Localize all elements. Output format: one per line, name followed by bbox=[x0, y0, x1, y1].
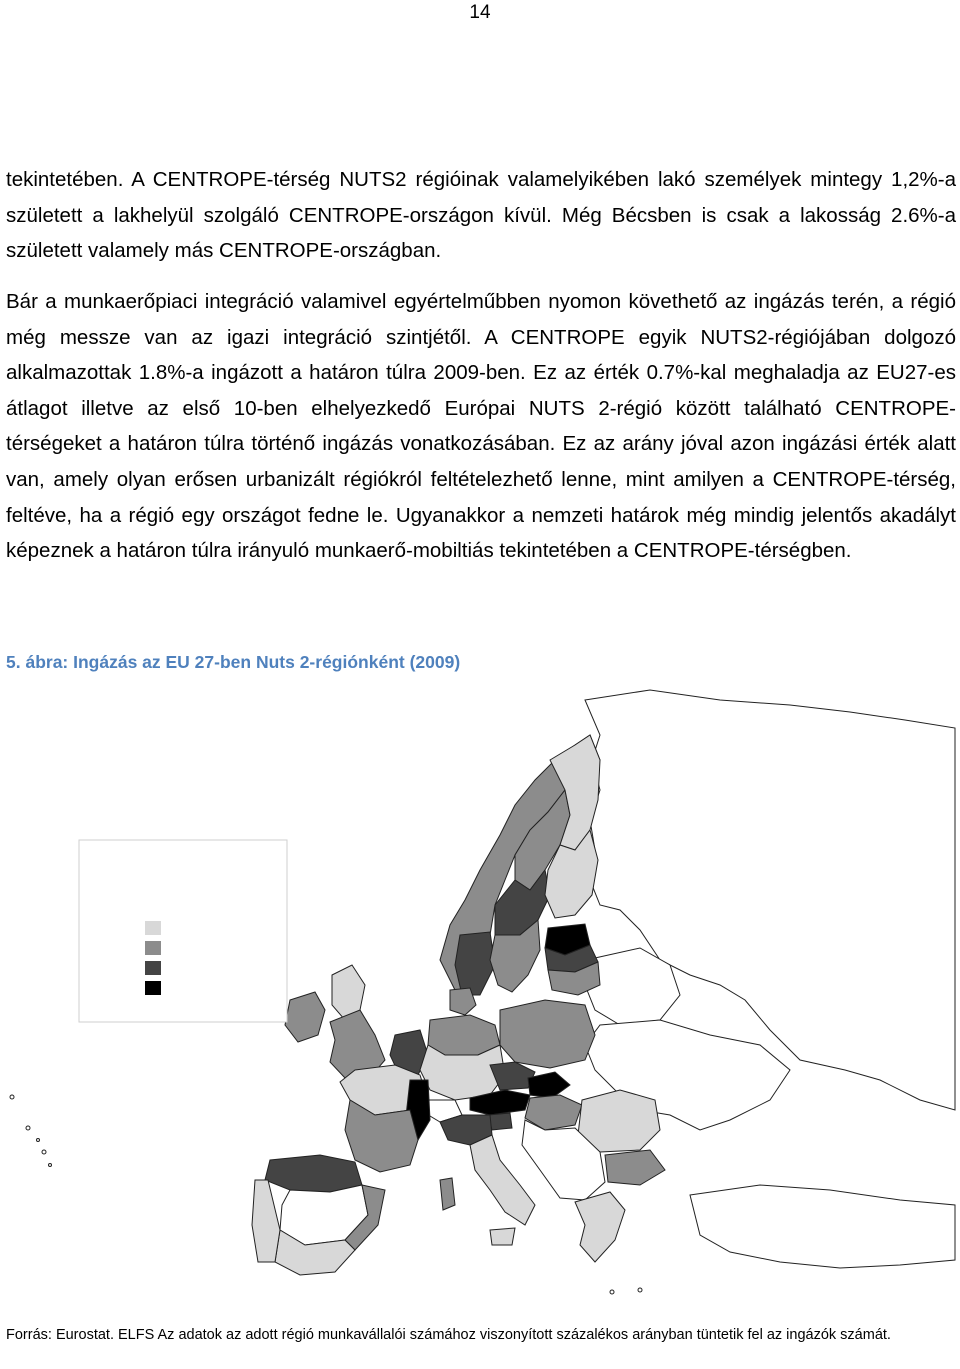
page-number: 14 bbox=[469, 2, 491, 23]
region-greece bbox=[575, 1192, 625, 1262]
legend-swatch-3 bbox=[145, 961, 161, 975]
paragraph-2: Bár a munkaerőpiaci integráció valamivel egyértelműbben nyomon követhető az ingázás terén, a régió még messze van az igazi integráció szintjétől. A CENTROPE egyik NUTS2-régiójában dolgozó alkalmazottak 1.8%-a ingázott a határon túlra 2009-ben. Ez az érték 0.7%-kal meghaladja az EU27-es átlagot illetve az első 10-ben elhelyezkedő Európai NUTS 2-régió között található CENTROPE-térségeket a határon túlra történő ingázás vonatkozásában. Ez az arány jóval azon ingázási érték alatt van, amely olyan erősen urbanizált régiókról feltételezhető lenne, mint amilyen a CENTROPE-térség, feltéve, ha a régió egy országot fedne le. Ugyanakkor a nemzeti határok még mindig jelentős akadályt képeznek a határon túlra irányuló munkaerő-mobiltiás tekintetében a CENTROPE-térségben. bbox=[6, 290, 956, 563]
figure-title: 5. ábra: Ingázás az EU 27-ben Nuts 2-régiónként (2009) bbox=[6, 652, 461, 672]
region-poland bbox=[500, 1000, 595, 1068]
region-ireland bbox=[285, 992, 325, 1042]
region-norway-south bbox=[455, 932, 495, 995]
legend-swatch-2 bbox=[145, 941, 161, 955]
map-svg bbox=[0, 684, 960, 1324]
legend-swatch-4 bbox=[145, 981, 161, 995]
europe-commuting-map bbox=[0, 684, 960, 1324]
figure-source: Forrás: Eurostat. ELFS Az adatok az adott régió munkavállalói számához viszonyított százalékos arányban tüntetik fel az ingázók számát. bbox=[6, 1327, 891, 1343]
region-sardinia bbox=[440, 1178, 455, 1210]
legend-swatch-1 bbox=[145, 921, 161, 935]
region-turkey bbox=[690, 1185, 955, 1268]
region-sicily bbox=[490, 1228, 515, 1245]
region-germany-north bbox=[428, 1015, 500, 1055]
region-spain-north bbox=[265, 1155, 362, 1192]
region-portugal bbox=[252, 1180, 280, 1262]
region-slovakia bbox=[528, 1072, 570, 1098]
map-legend-frame bbox=[79, 840, 287, 1022]
paragraph-1: tekintetében. A CENTROPE-térség NUTS2 régióinak valamelyikében lakó személyek mintegy 1,2%-a született a lakhelyül szolgáló CENTROPE-országon kívül. Még Bécsben is csak a lakosság 2.6%-a született valamely más CENTROPE-országban. bbox=[6, 168, 956, 263]
region-bulgaria bbox=[605, 1150, 665, 1185]
